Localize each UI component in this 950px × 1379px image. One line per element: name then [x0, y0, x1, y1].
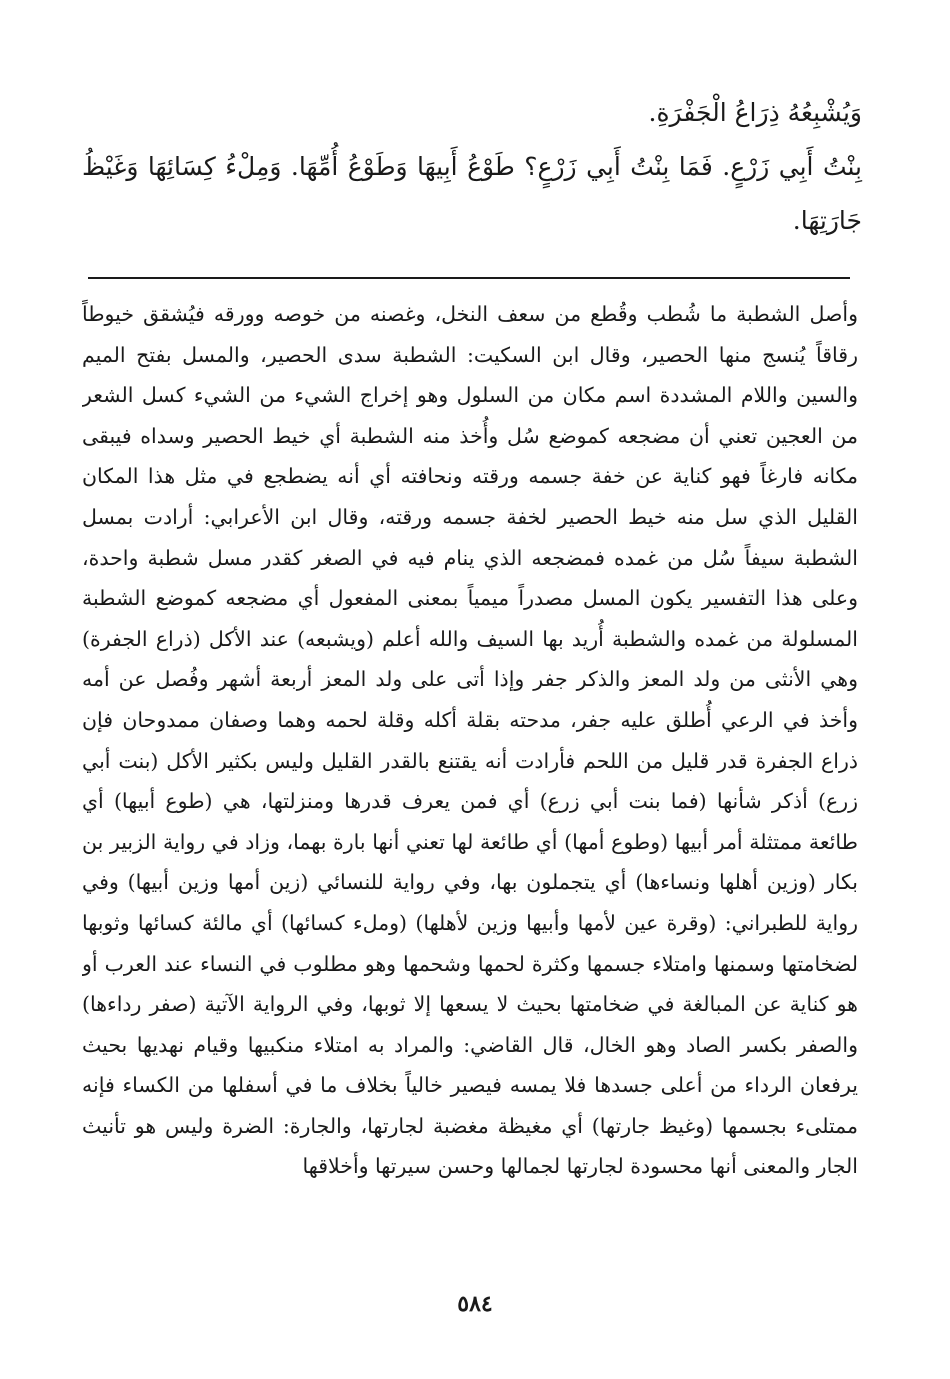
hadith-main-text	[82, 86, 862, 248]
commentary-block	[82, 294, 858, 1290]
commentary-paragraph: وأصل الشطبة ما شُطب وقُطع من سعف النخل، وغصنه من خوصه وورقه فيُشقق خيوطاً رقاقاً يُنسج منها الحصير، وقال ابن السكيت: الشطبة سدى الحصير، والمسل بفتح الميم والسين واللام المشددة اسم مكان من السلول وهو إخراج الشيء من الشيء كسل الشعر من العجين تعني أن مضجعه كموضع سُل وأُخذ منه الشطبة أي خيط الحصير وسداه فيبقى مكانه فارغاً فهو كناية عن خفة جسمه ورقته ونحافته أي أنه يضطجع في مثل هذا المكان القليل الذي سل منه خيط الحصير لخفة جسمه ورقته، وقال ابن الأعرابي: أرادت بمسل الشطبة سيفاً سُل من غمده فمضجعه الذي ينام فيه في الصغر كقدر مسل شطبة واحدة، وعلى هذا التفسير يكون المسل مصدراً ميمياً بمعنى المفعول أي مضجعه كموضع الشطبة المسلولة من غمده والشطبة أُريد بها السيف والله أعلم (ويشبعه) عند الأكل (ذراع الجفرة) وهي الأنثى من ولد المعز والذكر جفر وإذا أتى على ولد المعز أربعة أشهر وفُصل عن أمه وأخذ في الرعي أُطلق عليه جفر، مدحته بقلة أكله وقلة لحمه وهما وصفان ممدوحان فإن ذراع الجفرة قدر قليل من اللحم فأرادت أنه يقتنع بالقدر القليل وليس بكثير الأكل (بنت أبي زرع) أذكر شأنها (فما بنت أبي زرع) أي فمن يعرف قدرها ومنزلتها، هي (طوع أبيها) أي طائعة ممتثلة أمر أبيها (وطوع أمها) أي طائعة لها تعني أنها بارة بهما، وزاد في رواية الزبير بن بكار (وزين أهلها ونساءها) أي يتجملون بها، وفي رواية للنسائي (زين أمها وزين أبيها) وفي رواية للطبراني: (وقرة عين لأمها وأبيها وزين لأهلها) (وملء كسائها) أي مالئة كسائها وثوبها لضخامتها وسمنها وامتلاء جسمها وكثرة لحمها وشحمها وهو مطلوب في النساء عند العرب أو هو كناية عن المبالغة في ضخامتها بحيث لا يسعها إلا ثوبها، وفي الرواية الآتية (صفر رداءها) والصفر بكسر الصاد وهو الخال، قال القاضي: والمراد به امتلاء منكبيها وقيام نهديها بحيث يرفعان الرداء من أعلى جسدها فلا يمسه فيصير خالياً بخلاف ما في أسفلها من الكساء فإنه ممتلىء بجسمها (وغيظ جارتها) أي مغيظة مغضبة لجارتها، والجارة: الضرة وليس هو تأنيث الجار والمعنى أنها محسودة لجارتها لجمالها وحسن سيرتها وأخلاقها	[82, 302, 858, 1179]
main-text-line: بِنْتُ أَبِي زَرْعٍ. فَمَا بِنْتُ أَبِي زَرْعٍ؟ طَوْعُ أَبِيهَا وَطَوْعُ أُمِّهَا. وَمِلْءُ كِسَائِهَا وَغَيْظُ جَارَتِهَا.	[82, 152, 862, 235]
main-text-line: وَيُشْبِعُهُ ذِرَاعُ الْجَفْرَةِ.	[648, 98, 862, 127]
page-number: ٥٨٤	[457, 1291, 493, 1317]
footnote-separator	[88, 277, 850, 279]
